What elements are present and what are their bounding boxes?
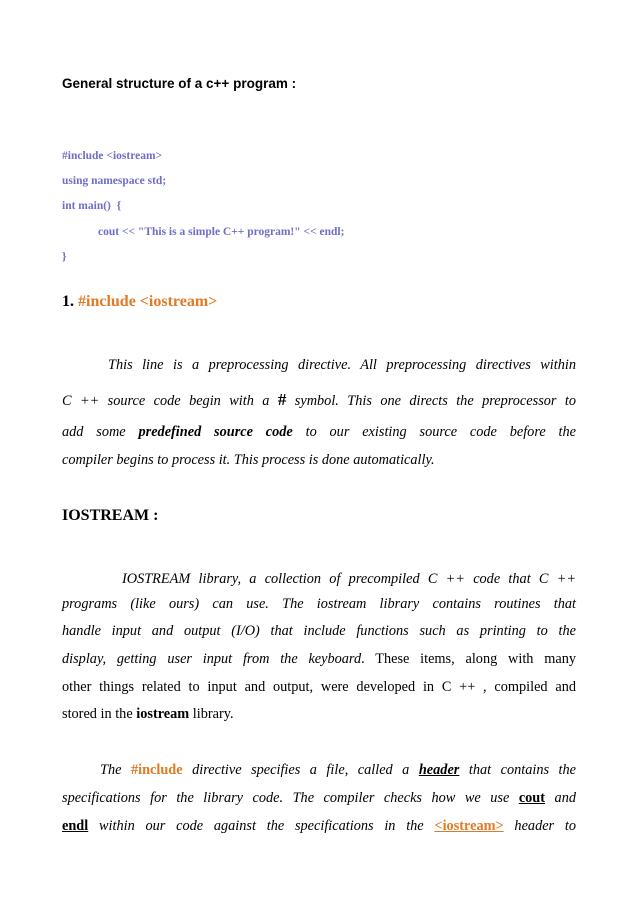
emphasis-iostream-header: <iostream> — [434, 818, 504, 834]
emphasis-include: #include — [130, 762, 183, 778]
paragraph-2-line-5: other things related to input and output, were developed in C ++ , compiled and — [62, 679, 576, 695]
code-line-namespace: using namespace std; — [62, 175, 167, 187]
section-heading-iostream: IOSTREAM : — [62, 507, 159, 524]
text-span: specifications for the library code. The compiler checks how we use — [62, 790, 510, 806]
text-span: and — [554, 790, 576, 806]
emphasis-header: header — [418, 762, 460, 778]
text-span: header to — [514, 818, 576, 834]
text-span: symbol. This one directs the preprocessor to — [294, 393, 577, 409]
paragraph-1-line-2 — [62, 390, 576, 410]
code-line-main: int main() { — [62, 200, 122, 212]
paragraph-1-line-4: compiler begins to process it. This process is done automatically. — [62, 452, 435, 468]
section-number: 1. — [62, 293, 74, 310]
code-line-cout: cout << "This is a simple C++ program!" << endl; — [98, 226, 345, 238]
page-title: General structure of a c++ program : — [62, 76, 297, 91]
text-span: . These items, along with many — [361, 651, 576, 667]
hash-symbol: # — [277, 390, 287, 409]
section-directive: #include <iostream> — [78, 293, 218, 310]
paragraph-3-line-3 — [62, 816, 576, 836]
paragraph-2-line-1: IOSTREAM library, a collection of precompiled C ++ code that C ++ — [122, 571, 576, 587]
text-span: directive specifies a file, called a — [192, 762, 410, 778]
text-span: to our existing source code before the — [305, 424, 576, 440]
emphasis-cout: cout — [518, 790, 546, 806]
paragraph-2-line-2: programs (like ours) can use. The iostream library contains routines that — [62, 596, 576, 612]
paragraph-2-line-3: handle input and output (I/O) that include functions such as printing to the — [62, 623, 576, 639]
text-span: that contains the — [468, 762, 577, 778]
text-span: C ++ source code begin with a — [62, 393, 270, 409]
section-heading-include — [62, 293, 217, 311]
emphasis-endl: endl — [62, 818, 89, 834]
paragraph-2-line-4 — [62, 649, 576, 669]
emphasis-predefined-source-code: predefined source code — [138, 424, 293, 440]
text-span: add some — [62, 424, 126, 440]
text-span: within our code against the specifications in the — [99, 818, 424, 834]
paragraph-3-line-2 — [62, 788, 576, 808]
code-line-close-brace: } — [62, 251, 67, 263]
text-span: display, getting user input from the keyboard — [62, 651, 362, 667]
code-line-include: #include <iostream> — [62, 150, 163, 162]
emphasis-iostream: iostream — [136, 706, 190, 722]
text-span: stored in the — [62, 706, 133, 722]
text-span: The — [100, 762, 122, 778]
text-span: library. — [192, 706, 234, 722]
paragraph-3-line-1 — [100, 760, 576, 780]
paragraph-1-line-1: This line is a preprocessing directive. All preprocessing directives within — [108, 357, 576, 373]
paragraph-2-line-6 — [62, 704, 576, 724]
paragraph-1-line-3 — [62, 422, 576, 442]
